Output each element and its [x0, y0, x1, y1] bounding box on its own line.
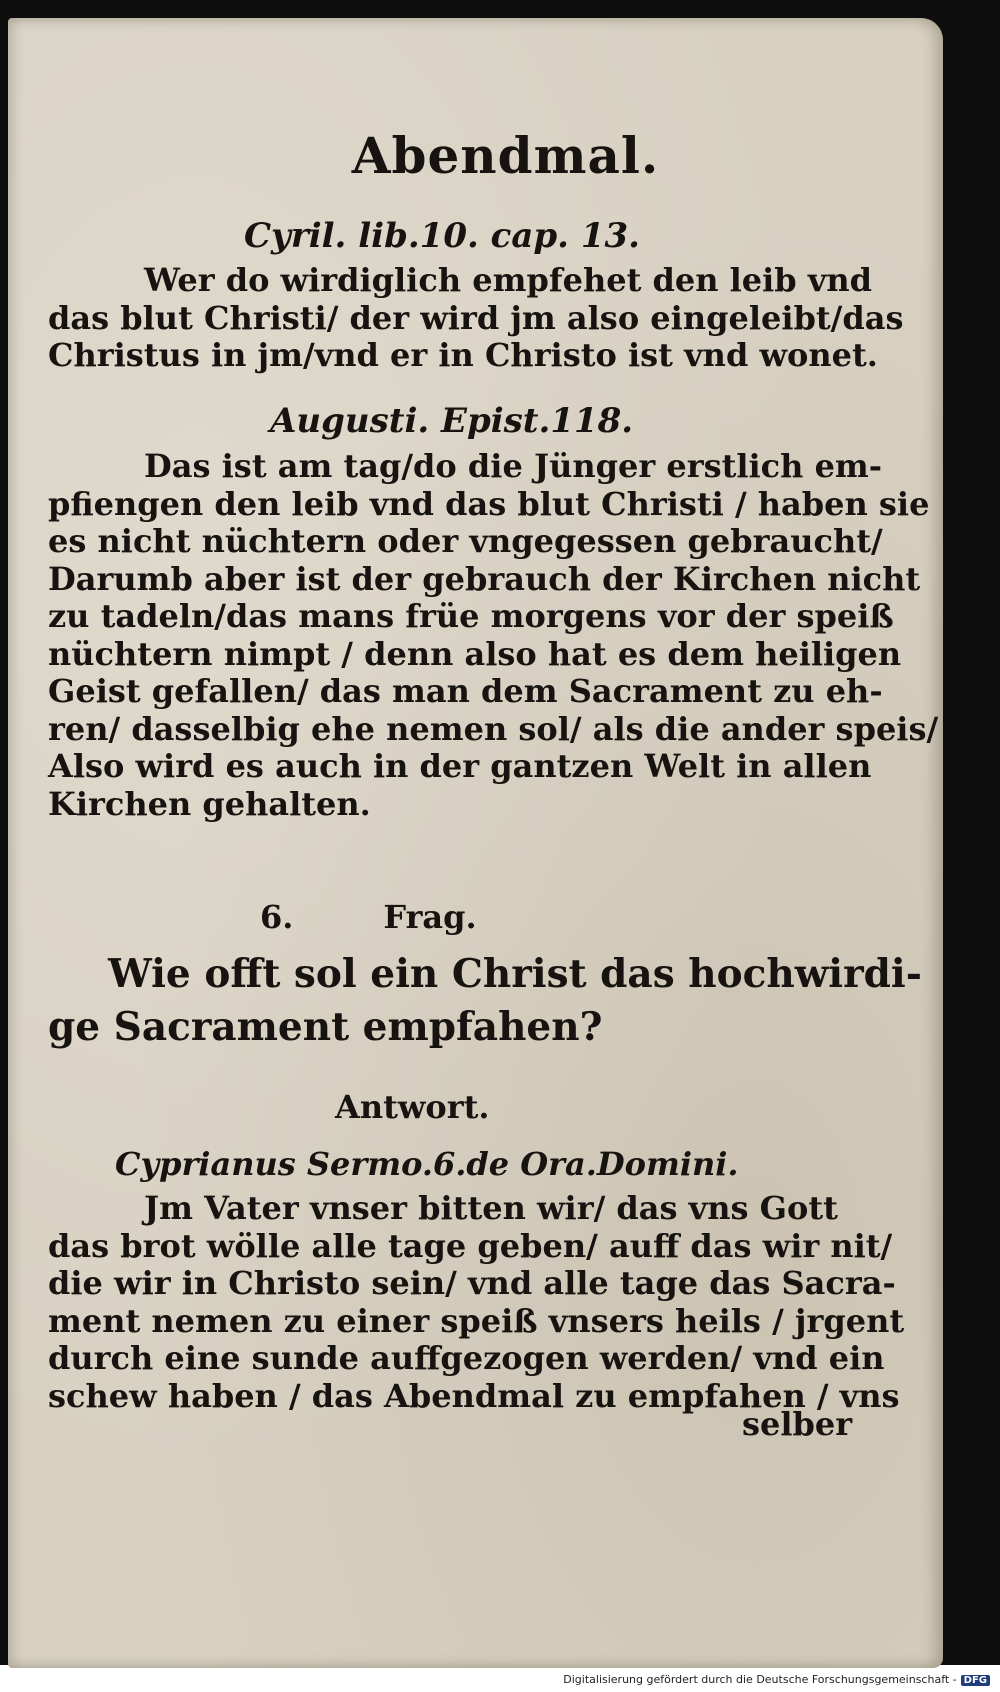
- text-line: Wie offt sol ein Christ das hochwirdi-: [108, 951, 922, 997]
- text-line: Geist gefallen/ das man dem Sacrament zu eh-: [48, 672, 883, 710]
- text-line: die wir in Christo sein/ vnd alle tage das Sacra-: [48, 1264, 896, 1302]
- digitization-credit: [563, 1673, 990, 1686]
- text-line: Jm Vater vnser bitten wir/ das vns Gott: [144, 1189, 838, 1227]
- text-line: Das ist am tag/do die Jünger erstlich em-: [144, 447, 883, 485]
- text-line: Darumb aber ist der gebrauch der Kirchen nicht: [48, 559, 921, 598]
- text-line: Christus in jm/vnd er in Christo ist vnd wonet.: [48, 336, 878, 374]
- text-line: ge Sacrament empfahen?: [48, 1004, 603, 1050]
- text-line: nüchtern nimpt / denn also hat es dem heiligen: [48, 634, 902, 673]
- text-line: es nicht nüchtern oder vngegessen gebraucht/: [48, 522, 883, 560]
- citation-cyril: Cyril. lib.10. cap. 13.: [244, 216, 640, 256]
- citation-cyprian: Cyprianus Sermo.6.de Ora.Domini.: [115, 1145, 739, 1183]
- catchword: selber: [742, 1405, 853, 1443]
- text-line: pfiengen den leib vnd das blut Christi / haben sie: [48, 484, 930, 523]
- text-line: Wer do wirdiglich empfehet den leib vnd: [144, 261, 873, 299]
- text-line: das blut Christi/ der wird jm also eingeleibt/das: [48, 298, 904, 337]
- book-page: [8, 18, 943, 1668]
- credit-text: Digitalisierung gefördert durch die Deutsche Forschungsgemeinschaft -: [563, 1673, 957, 1686]
- question-number: 6.: [260, 898, 294, 936]
- text-line: durch eine sunde auffgezogen werden/ vnd ein: [48, 1339, 885, 1377]
- dfg-logo: DFG: [961, 1675, 990, 1686]
- text-line: ren/ dasselbig ehe nemen sol/ als die ander speis/: [48, 709, 939, 748]
- question-heading: [260, 898, 913, 936]
- running-head: Abendmal.: [351, 126, 660, 185]
- citation-augustine: Augusti. Epist.118.: [270, 401, 634, 441]
- paragraph-cyril: [48, 262, 913, 375]
- text-line: zu tadeln/das mans früe morgens vor der speiß: [48, 597, 894, 635]
- text-line: Also wird es auch in der gantzen Welt in allen: [48, 747, 872, 785]
- text-line: Kirchen gehalten.: [48, 784, 371, 823]
- paragraph-cyprian: [48, 1190, 913, 1415]
- paragraph-augustine: [48, 447, 939, 823]
- text-line: ment nemen zu einer speiß vnsers heils / jrgent: [48, 1301, 905, 1340]
- question-label: Frag.: [383, 898, 477, 936]
- text-line: das brot wölle alle tage geben/ auff das wir nit/: [48, 1226, 893, 1265]
- question-text: [48, 948, 922, 1054]
- text-line: schew haben / das Abendmal zu empfahen / vns: [48, 1376, 900, 1415]
- answer-heading: Antwort.: [335, 1088, 490, 1126]
